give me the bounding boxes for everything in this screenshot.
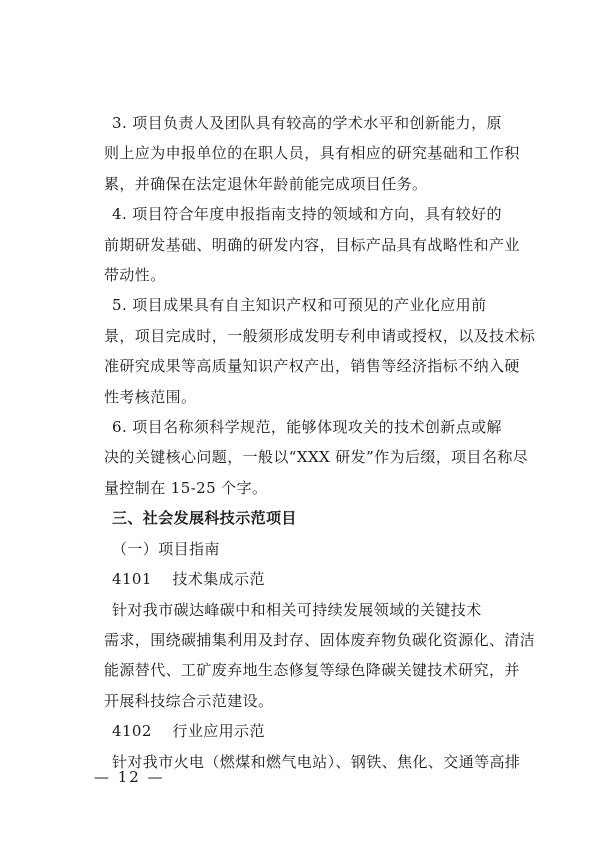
paragraph-line: 6. 项目名称须科学规范，能够体现攻关的技术创新点或解 bbox=[112, 418, 502, 437]
paragraph-line: 准研究成果等高质量知识产权产出，销售等经济指标不纳入硬 bbox=[104, 357, 520, 376]
item-body-line: 针对我市碳达峰碳中和相关可持续发展领域的关键技术 bbox=[112, 600, 482, 619]
paragraph-line: 4. 项目符合年度申报指南支持的领域和方向，具有较好的 bbox=[112, 205, 502, 224]
paragraph-line: 累，并确保在法定退休年龄前能完成项目任务。 bbox=[104, 174, 428, 193]
subsection-heading: （一）项目指南 bbox=[112, 539, 220, 558]
item-body bbox=[112, 595, 542, 625]
paragraph-3 bbox=[112, 108, 542, 138]
paragraph-line: 3. 项目负责人及团队具有较高的学术水平和创新能力，原 bbox=[112, 114, 502, 132]
paragraph-5-cont bbox=[104, 321, 542, 412]
page-number: — 12 — bbox=[94, 768, 165, 786]
paragraph-line: 决的关键核心问题，一般以“XXX 研发”作为后缀，项目名称尽 bbox=[104, 448, 529, 467]
paragraph-line: 5. 项目成果具有自主知识产权和可预见的产业化应用前 bbox=[112, 296, 487, 315]
paragraph-4-cont bbox=[104, 230, 542, 291]
paragraph-line: 量控制在 15-25 个字。 bbox=[104, 478, 268, 497]
section-heading: 三、社会发展科技示范项目 bbox=[112, 509, 297, 528]
paragraph-6-cont bbox=[104, 442, 542, 503]
item-body-line: 针对我市火电（燃煤和燃气电站）、钢铁、焦化、交通等高排 bbox=[112, 752, 521, 771]
paragraph-4 bbox=[112, 199, 542, 229]
paragraph-line: 前期研发基础、明确的研发内容，目标产品具有战略性和产业 bbox=[104, 235, 520, 254]
item-body-line: 能源替代、工矿废弃地生态修复等绿色降碳关键技术研究，并 bbox=[104, 661, 520, 680]
item-body-cont bbox=[104, 625, 542, 716]
item-body-line: 开展科技综合示范建设。 bbox=[104, 691, 274, 710]
paragraph-6 bbox=[112, 412, 542, 442]
paragraph-3-cont bbox=[104, 138, 542, 199]
item-body bbox=[112, 747, 542, 777]
paragraph-line: 带动性。 bbox=[104, 266, 166, 285]
item-code-line: 4102 行业应用示范 bbox=[112, 722, 265, 741]
paragraph-line: 则上应为申报单位的在职人员，具有相应的研究基础和工作积 bbox=[104, 144, 520, 163]
page-content bbox=[104, 108, 542, 777]
paragraph-line: 性考核范围。 bbox=[104, 387, 197, 406]
item-body-line: 需求，围绕碳捕集利用及封存、固体废弃物负碳化资源化、清洁 bbox=[104, 630, 536, 649]
paragraph-line: 景，项目完成时，一般须形成发明专利申请或授权，以及技术标 bbox=[104, 326, 536, 345]
item-code-line: 4101 技术集成示范 bbox=[112, 570, 265, 589]
paragraph-5 bbox=[112, 290, 542, 320]
